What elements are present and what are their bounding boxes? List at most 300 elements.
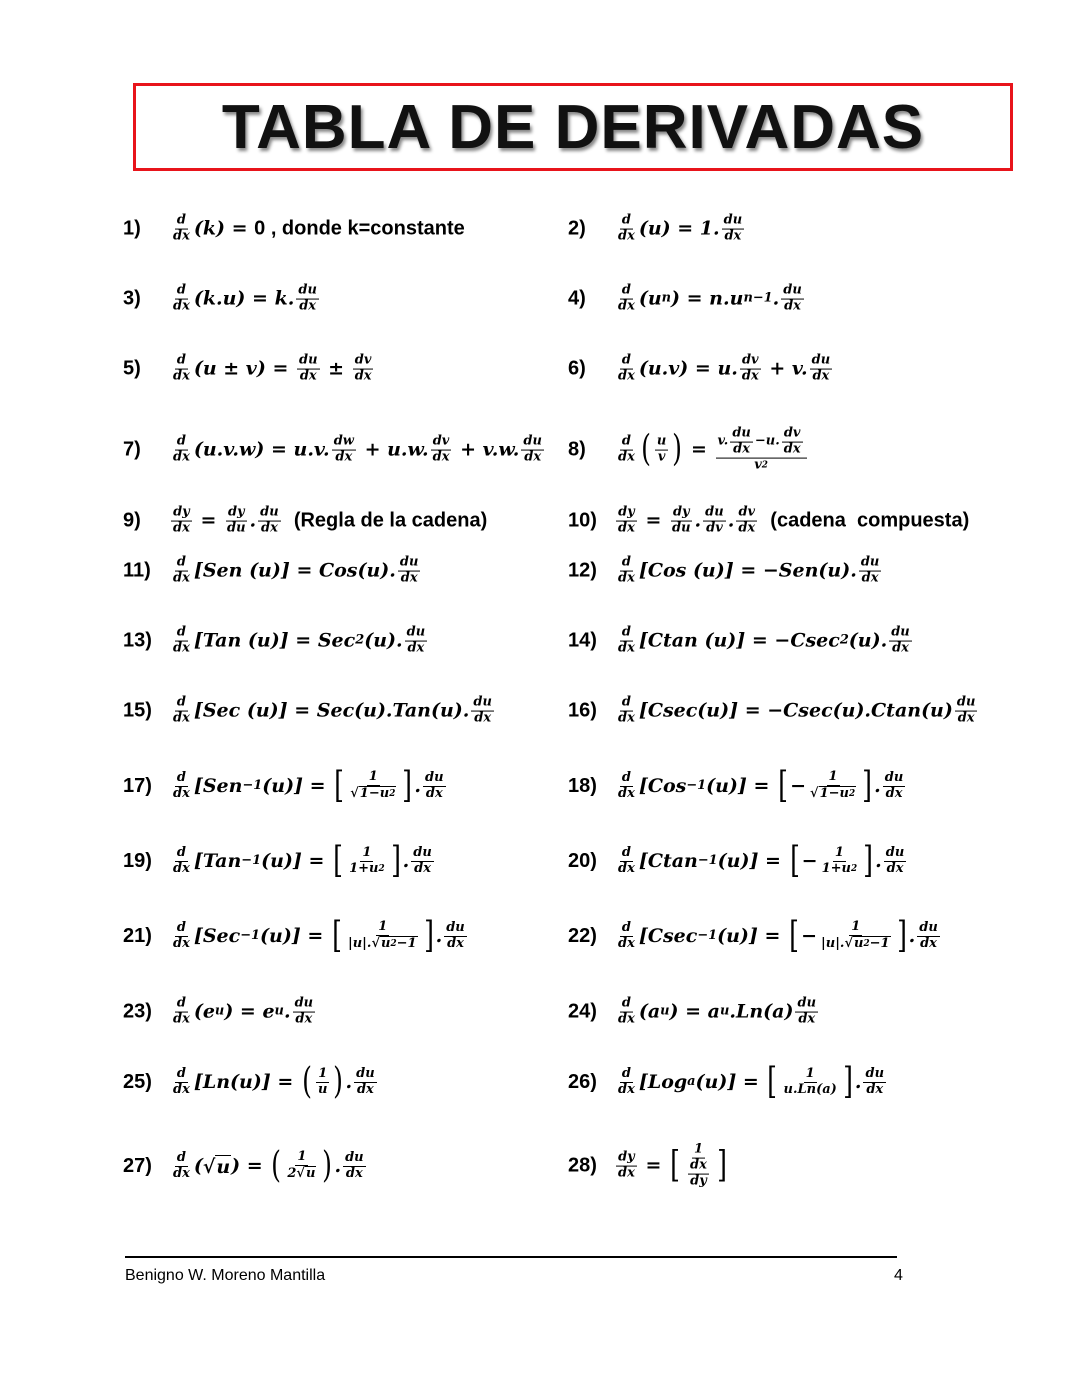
numerator: [620, 284, 633, 300]
math-text: [Sen: [193, 775, 243, 797]
denominator: [704, 522, 725, 537]
fraction: [343, 1151, 366, 1182]
math-text: d: [621, 352, 631, 368]
math-text: dv: [783, 425, 801, 441]
math-text: d: [621, 624, 631, 640]
math-text: du: [446, 919, 465, 935]
fraction: [444, 921, 467, 952]
numerator: [405, 626, 428, 642]
numerator: [859, 556, 882, 572]
math-text: ) = e: [224, 1001, 275, 1023]
math-text: du: [413, 844, 432, 860]
math-text: (u: [638, 288, 662, 310]
open-delimiter: [: [333, 840, 343, 881]
math-text: dx: [299, 368, 317, 384]
math-text: 2: [287, 1165, 297, 1181]
denominator: [259, 522, 280, 537]
formula-item: [123, 214, 465, 245]
formula-item: [568, 997, 820, 1028]
radical-sign: √: [844, 936, 853, 951]
numerator: [620, 771, 633, 787]
math-text: 1: [378, 919, 388, 935]
denominator: [820, 862, 860, 877]
math-text: du: [473, 694, 492, 710]
formula-expression: $\frac{d}{dx}$ [Cos −1 (u)] = [ − 1 √ 1−u 2 ] . $\frac{du}{dx}$: [618, 765, 904, 806]
math-text: dx: [861, 570, 879, 586]
formula-note: (Regla de la cadena): [282, 509, 488, 532]
math-text: 1: [828, 769, 838, 785]
denominator: [171, 1013, 192, 1028]
math-text: dx: [295, 1011, 313, 1027]
math-text: du: [956, 694, 976, 710]
formula-item: [568, 284, 806, 315]
denominator: [348, 786, 398, 802]
formula-item: [123, 354, 376, 385]
fraction: [730, 427, 753, 458]
math-text: [Ctan: [638, 850, 698, 872]
formula-number: 16): [568, 699, 597, 722]
numerator: [730, 427, 753, 443]
math-text: [Csec: [638, 925, 698, 947]
formula-note: (cadena compuesta): [759, 509, 970, 532]
denominator: [885, 862, 906, 877]
denominator: [171, 937, 192, 952]
math-text: dx: [690, 1157, 707, 1173]
math-text: (a: [638, 1001, 661, 1023]
formula-expression: [169, 435, 546, 466]
fraction: [258, 506, 281, 537]
math-text: du: [672, 520, 691, 536]
math-text: (u.v.w) = u.v.: [193, 439, 330, 461]
numerator: [175, 214, 188, 230]
formula-expression: [614, 354, 834, 385]
fraction: [171, 921, 192, 952]
denominator: [736, 522, 757, 537]
fraction: [670, 506, 693, 537]
denominator: [782, 300, 803, 315]
fraction: [293, 997, 316, 1028]
formula-item: [568, 765, 907, 806]
math-text: .Ln(a): [729, 1001, 794, 1023]
denominator: [890, 642, 911, 657]
math-text: dx: [173, 368, 190, 384]
bracketed-group: [330, 915, 436, 956]
numerator: [804, 1067, 817, 1083]
denominator: [918, 937, 939, 952]
numerator: [692, 1143, 705, 1159]
denominator: [616, 300, 637, 315]
numerator: [616, 1151, 637, 1167]
numerator: [431, 435, 452, 451]
denominator: [616, 572, 637, 587]
formula-expression: [614, 427, 809, 474]
fraction: [616, 696, 637, 727]
fraction: [684, 1143, 713, 1190]
denominator: [298, 370, 319, 385]
math-text: dx: [524, 449, 542, 465]
numerator: [655, 435, 668, 451]
formula-item: [568, 556, 883, 587]
formula-expression: [614, 214, 746, 245]
fraction: [616, 1151, 637, 1182]
math-text: dx: [618, 785, 635, 801]
denominator: [353, 370, 374, 385]
denominator: [412, 862, 433, 877]
math-text: [Cos: [638, 775, 687, 797]
numerator: [175, 626, 188, 642]
math-text: dx: [618, 1081, 635, 1097]
math-group: 1+u 2: [349, 860, 385, 876]
denominator: [171, 370, 192, 385]
numerator: [827, 770, 840, 786]
formula-number: 7): [123, 438, 141, 461]
math-text: d: [621, 1065, 631, 1081]
fraction: [171, 997, 192, 1028]
numerator: [620, 921, 633, 937]
formula-expression: [169, 696, 496, 727]
fraction: [736, 506, 757, 537]
formula-number: 4): [568, 287, 586, 310]
radicand: 1−u 2: [359, 786, 396, 801]
parenthesized-group: [639, 429, 685, 470]
denominator: [684, 1159, 713, 1190]
math-text: dx: [957, 710, 975, 726]
square-root: [350, 786, 396, 802]
math-text: =: [684, 439, 714, 461]
numerator: [171, 506, 192, 522]
math-text: 1+u: [821, 860, 851, 876]
math-text: (u)] =: [261, 850, 332, 872]
math-text: d: [176, 844, 186, 860]
numerator: [620, 556, 633, 572]
math-text: v: [754, 457, 762, 473]
math-text: dx: [618, 1165, 635, 1181]
denominator: [670, 522, 693, 537]
denominator: [171, 1083, 192, 1098]
formula-number: 12): [568, 559, 597, 582]
math-text: ) =: [231, 1155, 270, 1177]
fraction: [703, 506, 726, 537]
math-text: + v.w.: [453, 439, 520, 461]
denominator: [956, 712, 977, 727]
math-text: dx: [618, 935, 635, 951]
formula-expression: $\frac{d}{dx}$ [Ctan (u)] = −Csec 2 (u). $\frac{du}{dx}$: [618, 624, 910, 656]
math-text: .: [772, 288, 780, 310]
close-delimiter: ]: [390, 840, 401, 881]
open-delimiter: (: [302, 1061, 312, 1102]
fraction: [171, 284, 192, 315]
numerator: [620, 435, 633, 451]
math-text: du: [885, 844, 905, 860]
numerator: [884, 846, 907, 862]
math-text: dx: [618, 710, 635, 726]
numerator: [620, 997, 633, 1013]
fraction: [171, 626, 192, 657]
math-text: −: [801, 925, 818, 947]
fraction: [863, 1067, 886, 1098]
math-text: dx: [724, 228, 742, 244]
formula-expression: $\frac{d}{dx}$ [Sec −1 (u)] = [ 1 |u|. √ u 2 −1 ] . $\frac{du}{dx}$: [173, 915, 465, 956]
math-text: [Tan: [193, 850, 242, 872]
bracketed-group: [765, 1061, 854, 1102]
fraction: [171, 846, 192, 877]
math-text: 1: [318, 1065, 328, 1081]
numerator: [175, 921, 188, 937]
page-number: 4: [894, 1267, 903, 1284]
math-text: du: [705, 504, 724, 520]
math-text: dv: [741, 352, 759, 368]
denominator: [297, 300, 318, 315]
math-text: ) = a: [669, 1001, 720, 1023]
math-text: (u)] =: [262, 775, 333, 797]
math-text: =: [638, 510, 668, 532]
fraction: [431, 435, 452, 466]
denominator: [782, 1083, 839, 1098]
formula-expression: $\frac{d}{dx}$ [Csec −1 (u)] = [ − 1 |u|. √ u 2 −1 ] . $\frac{du}{dx}$: [618, 915, 938, 956]
math-text: dy: [618, 504, 635, 520]
radicand: [215, 1155, 231, 1178]
math-text: d: [176, 433, 186, 449]
formula-number: 20): [568, 849, 597, 872]
fraction: [859, 556, 882, 587]
fraction: [171, 556, 192, 587]
math-text: (u)] =: [706, 775, 777, 797]
math-text: du: [797, 995, 817, 1011]
formula-number: 28): [568, 1154, 597, 1177]
numerator: [354, 1067, 377, 1083]
denominator: [616, 1013, 637, 1028]
math-text: dx: [354, 368, 372, 384]
denominator: [796, 1013, 817, 1028]
denominator: [171, 642, 192, 657]
math-group: v 2: [754, 457, 768, 473]
formula-number: 21): [123, 924, 152, 947]
math-text: [Log: [638, 1071, 688, 1093]
fraction: [616, 846, 637, 877]
fraction: [471, 696, 494, 727]
formula-expression: [614, 696, 979, 727]
math-text: 1: [297, 1149, 307, 1165]
fraction: [285, 1150, 318, 1182]
math-text: ±: [321, 358, 351, 380]
denominator: [688, 1174, 709, 1189]
formula-expression: $\frac{d}{dx}$ [Sen −1 (u)] = [ 1 √ 1−u 2 ] . $\frac{du}{dx}$: [173, 765, 444, 806]
denominator: [616, 862, 637, 877]
math-text: dy: [173, 504, 190, 520]
numerator: [883, 771, 906, 787]
math-text: .: [694, 510, 702, 532]
fraction: [411, 846, 434, 877]
numerator: [782, 427, 803, 443]
math-text: −: [801, 850, 818, 872]
math-text: du: [298, 282, 317, 298]
denominator: [293, 1013, 314, 1028]
math-text: dx: [733, 441, 751, 457]
numerator: [688, 1159, 709, 1175]
math-text: .: [334, 1155, 342, 1177]
fraction: [171, 1151, 192, 1182]
fraction: [348, 770, 398, 802]
math-text: 1: [362, 844, 372, 860]
math-text: du: [356, 1065, 375, 1081]
math-text: du: [298, 352, 318, 368]
fraction: [795, 997, 818, 1028]
square-root: [203, 1155, 231, 1178]
math-text: d: [176, 352, 186, 368]
footer-author: Benigno W. Moreno Mantilla: [125, 1267, 326, 1284]
math-text: d: [176, 919, 186, 935]
math-text: dx: [618, 1011, 635, 1027]
numerator: [620, 626, 633, 642]
formula-number: 27): [123, 1154, 152, 1177]
math-text: dx: [784, 298, 801, 314]
math-text: dx: [618, 570, 635, 586]
formula-item: [568, 1143, 729, 1190]
open-delimiter: [: [670, 1145, 680, 1186]
formula-item: [568, 915, 942, 956]
formula-number: 8): [568, 438, 586, 461]
formula-item: [568, 427, 809, 474]
formula-number: 14): [568, 629, 597, 652]
math-text: (: [193, 1155, 203, 1177]
fraction: [616, 354, 637, 385]
math-text: du: [891, 624, 910, 640]
math-text: dx: [618, 520, 635, 536]
math-group: [348, 936, 418, 952]
math-text: du: [406, 624, 426, 640]
math-text: d: [621, 282, 631, 298]
denominator: [616, 230, 637, 245]
math-text: dx: [866, 1081, 884, 1097]
denominator: [616, 370, 637, 385]
numerator: [332, 435, 356, 451]
denominator: [616, 787, 637, 802]
denominator: [171, 451, 192, 466]
denominator: [171, 522, 192, 537]
denominator: [347, 862, 387, 877]
math-text: + v.: [762, 358, 808, 380]
close-delimiter: ): [333, 1061, 344, 1102]
math-text: dx: [299, 298, 317, 314]
math-text: d: [176, 1065, 186, 1081]
math-text: .: [249, 510, 257, 532]
formula-expression: $\frac{d}{dx}$ [Tan −1 (u)] = [ 1 1+u 2 ] . $\frac{du}{dx}$: [173, 840, 432, 881]
numerator: [736, 506, 757, 522]
math-text: ) = n.u: [671, 288, 744, 310]
fraction: [616, 214, 637, 245]
fraction: [316, 1067, 329, 1098]
formula-number: 13): [123, 629, 152, 652]
math-text: du: [865, 1065, 885, 1081]
formula-item: [123, 696, 496, 727]
denominator: [656, 451, 668, 466]
fraction: [296, 284, 319, 315]
radical-sign: √: [810, 786, 819, 801]
math-text: du: [919, 919, 938, 935]
math-text: .: [414, 775, 422, 797]
numerator: [316, 1067, 329, 1083]
math-text: dy: [618, 1149, 635, 1165]
formula-expression: $\frac{d}{dx}$ [Ctan −1 (u)] = [ − 1 1+u 2 ] . $\frac{du}{dx}$: [618, 840, 905, 881]
math-text: .: [874, 775, 881, 797]
math-text: (k.u) = k.: [193, 288, 295, 310]
bracketed-group: [668, 1143, 729, 1190]
denominator: [346, 936, 420, 952]
numerator: [360, 846, 373, 862]
fraction: [884, 846, 907, 877]
math-text: 1: [805, 1065, 815, 1081]
formula-expression: $\frac{d}{dx}$ [Log a (u)] = [ $\frac{1}{u.Ln(a)}$ ] . $\frac{du}{dx}$: [618, 1061, 885, 1102]
numerator: [423, 771, 446, 787]
formula-item: [568, 1061, 888, 1102]
formula-item: [123, 915, 469, 956]
denominator: [740, 370, 761, 385]
math-text: [Ln(u)] =: [193, 1071, 300, 1093]
math-text: .: [908, 925, 916, 947]
math-text: v: [657, 449, 666, 465]
math-text: d: [176, 212, 186, 228]
math-text: + u.w.: [357, 439, 429, 461]
fraction: [782, 427, 803, 458]
math-text: =: [193, 510, 223, 532]
radical-sign: √: [371, 936, 380, 951]
denominator: [819, 936, 893, 952]
math-text: u: [380, 936, 391, 951]
fraction: [616, 921, 637, 952]
formula-item: [123, 997, 317, 1028]
numerator: [175, 1067, 188, 1083]
math-text: u: [216, 1155, 231, 1178]
fraction: [347, 846, 387, 877]
fraction: [225, 506, 248, 537]
fraction: [171, 506, 192, 537]
math-text: du: [884, 769, 904, 785]
math-text: d: [621, 694, 631, 710]
close-delimiter: ]: [716, 1145, 727, 1186]
math-text: dw: [333, 433, 354, 449]
math-text: dx: [432, 449, 450, 465]
numerator: [703, 506, 726, 522]
math-text: d: [621, 554, 631, 570]
denominator: [616, 1167, 637, 1182]
denominator: [722, 230, 743, 245]
math-text: dy: [672, 504, 690, 520]
math-text: dv: [738, 504, 756, 520]
math-text: du: [523, 433, 542, 449]
math-text: u: [305, 1166, 316, 1181]
fraction: [297, 354, 320, 385]
math-text: u.Ln(a): [783, 1081, 837, 1097]
math-text: d: [176, 995, 186, 1011]
fraction: [781, 284, 804, 315]
fraction: [171, 696, 192, 727]
formula-item: [568, 840, 908, 881]
radical-sign: √: [296, 1166, 305, 1181]
formula-number: 24): [568, 1000, 597, 1023]
fraction: [655, 435, 668, 466]
footer-divider: [125, 1256, 897, 1258]
math-text: du: [345, 1149, 364, 1165]
fraction: [716, 427, 807, 474]
denominator: [333, 451, 354, 466]
math-text: dx: [885, 785, 903, 801]
math-text: (u).: [364, 630, 403, 652]
numerator: [293, 997, 316, 1013]
numerator: [175, 435, 188, 451]
math-text: v.: [717, 433, 729, 449]
math-text: dx: [173, 935, 190, 951]
denominator: [431, 451, 452, 466]
